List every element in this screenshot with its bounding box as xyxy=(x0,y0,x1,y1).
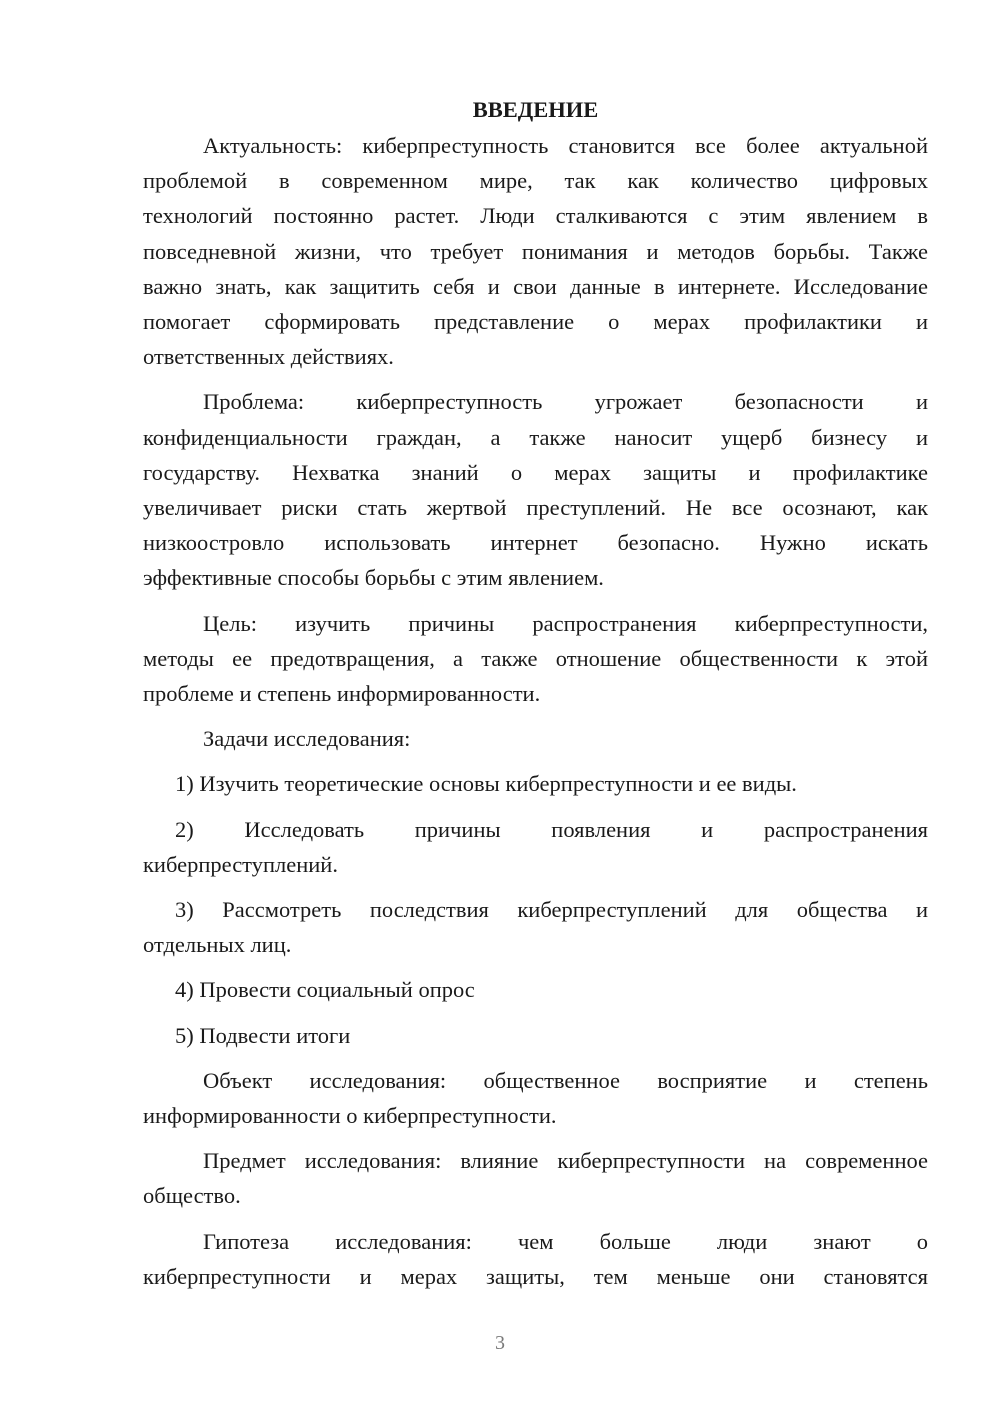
paragraph xyxy=(143,1063,928,1133)
text-line: Предмет исследования: влияние киберпреступности на современное xyxy=(203,1148,928,1174)
text-line: повседневной жизни, что требует понимания и методов борьбы. Также xyxy=(143,238,928,264)
text-line: Проблема: киберпреступность угрожает безопасности и xyxy=(203,389,928,415)
page-title: ВВЕДЕНИЕ xyxy=(472,97,599,122)
text-line: 1) Изучить теоретические основы киберпреступности и ее виды. xyxy=(175,771,797,797)
paragraph xyxy=(143,1143,928,1213)
text-line: киберпреступлений. xyxy=(143,851,338,877)
text-line: информированности о киберпреступности. xyxy=(143,1103,557,1129)
text-line: общество. xyxy=(143,1183,241,1209)
text-line: помогает сформировать представление о мерах профилактики и xyxy=(143,309,928,335)
text-line: Гипотеза исследования: чем больше люди знают о xyxy=(203,1228,928,1254)
paragraph xyxy=(143,721,928,756)
paragraph xyxy=(143,892,928,962)
text-line: отдельных лиц. xyxy=(143,932,292,958)
paragraph xyxy=(143,384,928,595)
text-line: Цель: изучить причины распространения киберпреступности, xyxy=(203,610,928,636)
page-content xyxy=(143,92,928,1304)
text-line: 5) Подвести итоги xyxy=(175,1022,351,1048)
text-line: технологий постоянно растет. Люди сталкиваются с этим явлением в xyxy=(143,203,928,229)
text-line: Задачи исследования: xyxy=(203,726,411,752)
paragraph xyxy=(143,766,928,801)
paragraph xyxy=(143,1224,928,1294)
text-line: эффективные способы борьбы с этим явлением. xyxy=(143,565,604,591)
text-line: 4) Провести социальный опрос xyxy=(175,977,475,1003)
paragraph xyxy=(143,606,928,712)
text-line: проблемой в современном мире, так как количество цифровых xyxy=(143,168,928,194)
text-line: Объект исследования: общественное восприятие и степень xyxy=(203,1067,928,1093)
text-line: низкоостровло использовать интернет безопасно. Нужно искать xyxy=(143,530,928,556)
text-line: конфиденциальности граждан, а также наносит ущерб бизнесу и xyxy=(143,424,928,450)
paragraph xyxy=(143,128,928,374)
text-line: 2) Исследовать причины появления и распространения xyxy=(175,816,928,842)
text-line: проблеме и степень информированности. xyxy=(143,681,541,707)
paragraph xyxy=(143,1018,928,1053)
text-line: государству. Нехватка знаний о мерах защиты и профилактике xyxy=(143,459,928,485)
text-line: методы ее предотвращения, а также отношение общественности к этой xyxy=(143,645,928,671)
paragraph-list xyxy=(143,128,928,1294)
text-line: киберпреступности и мерах защиты, тем меньше они становятся xyxy=(143,1263,928,1289)
paragraph xyxy=(143,812,928,882)
text-line: увеличивает риски стать жертвой преступлений. Не все осознают, как xyxy=(143,495,928,521)
text-line: 3) Рассмотреть последствия киберпреступлений для общества и xyxy=(175,897,928,923)
text-line: ответственных действиях. xyxy=(143,344,394,370)
text-line: Актуальность: киберпреступность становится все более актуальной xyxy=(203,133,928,158)
text-line: важно знать, как защитить себя и свои данные в интернете. Исследование xyxy=(143,273,928,299)
paragraph xyxy=(143,972,928,1007)
page-number: 3 xyxy=(495,1332,505,1354)
